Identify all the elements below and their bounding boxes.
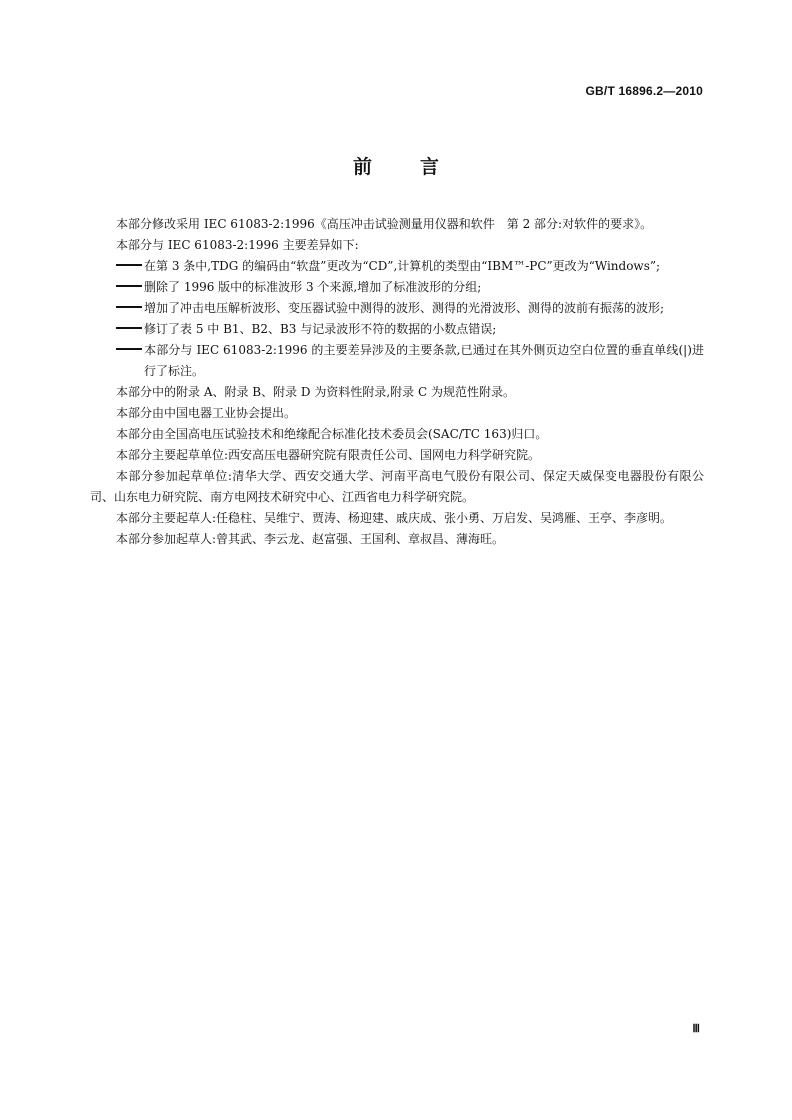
difference-item: [90, 319, 704, 340]
page-number: Ⅲ: [692, 1023, 700, 1035]
difference-text: 在第 3 条中,TDG 的编码由“软盘”更改为“CD”,计算机的类型由“IBM™-PC”更改为“Windows”;: [144, 259, 661, 273]
dash-mark: [116, 277, 144, 298]
title-char-2: 言: [420, 156, 440, 178]
paragraph-proposed-by: 本部分由中国电器工业协会提出。: [116, 406, 297, 420]
paragraph-participating-drafters: 本部分参加起草人:曾其武、李云龙、赵富强、王国利、章叔昌、薄海旺。: [116, 532, 505, 546]
paragraph-participating-units: 本部分参加起草单位:清华大学、西安交通大学、河南平高电气股份有限公司、保定天威保变电器股份有限公司、山东电力研究院、南方电网技术研究中心、江西省电力科学研究院。: [90, 469, 704, 504]
title-char-1: 前: [352, 156, 372, 178]
difference-item: [90, 277, 704, 298]
difference-text: 增加了冲击电压解析波形、变压器试验中测得的波形、测得的光滑波形、测得的波前有振荡的波形;: [144, 301, 665, 315]
difference-text: 本部分与 IEC 61083-2:1996 的主要差异涉及的主要条款,已通过在其外侧页边空白位置的垂直单线(|)进行了标注。: [144, 343, 704, 378]
paragraph-differences-intro: 本部分与 IEC 61083-2:1996 主要差异如下:: [116, 238, 359, 252]
difference-item: [90, 340, 704, 382]
paragraph-main-drafting-units: 本部分主要起草单位:西安高压电器研究院有限责任公司、国网电力科学研究院。: [116, 448, 541, 462]
dash-mark: [116, 319, 144, 340]
dash-mark: [116, 340, 144, 361]
paragraph-under-jurisdiction: 本部分由全国高电压试验技术和绝缘配合标准化技术委员会(SAC/TC 163)归口。: [116, 427, 548, 441]
difference-text: 删除了 1996 版中的标准波形 3 个来源,增加了标准波形的分组;: [144, 280, 482, 294]
difference-item: [90, 256, 704, 277]
paragraph-adoption: 本部分修改采用 IEC 61083-2:1996《高压冲击试验测量用仪器和软件 第 2 部分:对软件的要求》。: [116, 217, 653, 231]
standard-number: GB/T 16896.2—2010: [585, 84, 703, 98]
difference-item: [90, 298, 704, 319]
dash-mark: [116, 256, 144, 277]
dash-mark: [116, 298, 144, 319]
foreword-body: [90, 214, 704, 550]
difference-text: 修订了表 5 中 B1、B2、B3 与记录波形不符的数据的小数点错误;: [144, 322, 497, 336]
page-title: [0, 152, 792, 179]
paragraph-main-drafters: 本部分主要起草人:任稳柱、吴维宁、贾涛、杨迎建、戚庆成、张小勇、万启发、吴鸿雁、王亭、李彦明。: [116, 511, 673, 525]
paragraph-annexes: 本部分中的附录 A、附录 B、附录 D 为资料性附录,附录 C 为规范性附录。: [116, 385, 515, 399]
